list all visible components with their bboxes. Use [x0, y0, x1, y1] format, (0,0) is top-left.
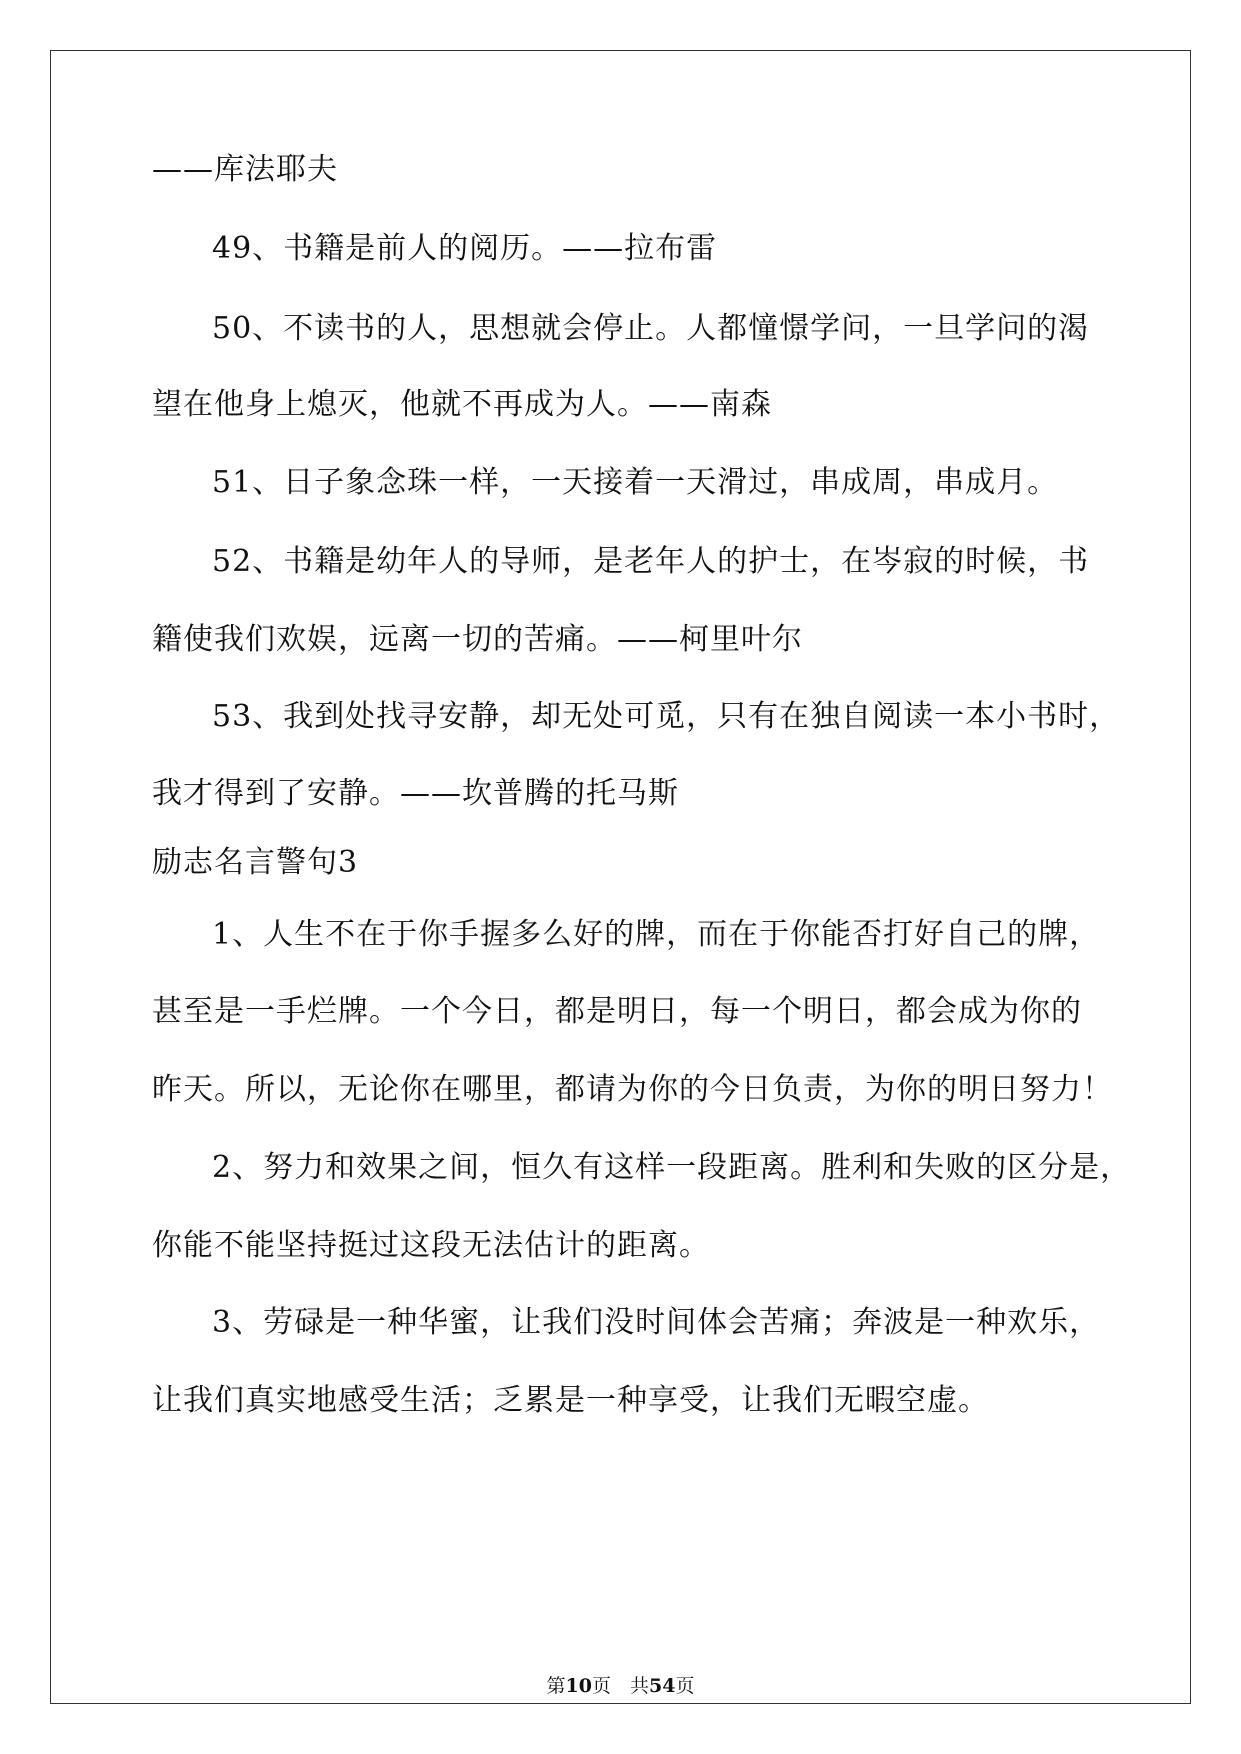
- page-label-mid: 页 共: [591, 1675, 649, 1697]
- text-line: 甚至是一手烂牌。一个今日，都是明日，每一个明日，都会成为你的: [152, 994, 1082, 1029]
- text-line: 昨天。所以，无论你在哪里，都请为你的今日负责，为你的明日努力！: [152, 1072, 1113, 1107]
- text-line: 籍使我们欢娱，远离一切的苦痛。——柯里叶尔: [152, 622, 803, 657]
- text-line: 我才得到了安静。——坎普腾的托马斯: [152, 776, 679, 811]
- text-line: 1、人生不在于你手握多么好的牌，而在于你能否打好自己的牌，: [212, 917, 1101, 952]
- text-line: 50、不读书的人，思想就会停止。人都憧憬学问，一旦学问的渴: [212, 311, 1090, 346]
- section-heading: 励志名言警句3: [152, 845, 359, 880]
- text-line: 让我们真实地感受生活；乏累是一种享受，让我们无暇空虚。: [152, 1383, 989, 1418]
- text-line: 3、劳碌是一种华蜜，让我们没时间体会苦痛；奔波是一种欢乐，: [212, 1305, 1101, 1340]
- current-page-number: 10: [565, 1675, 592, 1697]
- text-line: 望在他身上熄灭，他就不再成为人。——南森: [152, 387, 772, 422]
- page-label-prefix: 第: [546, 1675, 566, 1697]
- total-page-number: 54: [649, 1675, 676, 1697]
- page-label-suffix: 页: [675, 1675, 695, 1697]
- text-line: 2、努力和效果之间，恒久有这样一段距离。胜利和失败的区分是，: [212, 1150, 1132, 1185]
- text-line: ——库法耶夫: [152, 152, 338, 187]
- text-line: 53、我到处找寻安静，却无处可觅，只有在独自阅读一本小书时，: [212, 699, 1121, 734]
- text-line: 你能不能坚持挺过这段无法估计的距离。: [152, 1228, 710, 1263]
- page-footer: [0, 1674, 1241, 1698]
- text-line: 51、日子象念珠一样，一天接着一天滑过，串成周，串成月。: [212, 465, 1059, 500]
- text-line: 49、书籍是前人的阅历。——拉布雷: [212, 231, 718, 266]
- text-line: 52、书籍是幼年人的导师，是老年人的护士，在岑寂的时候，书: [212, 544, 1090, 579]
